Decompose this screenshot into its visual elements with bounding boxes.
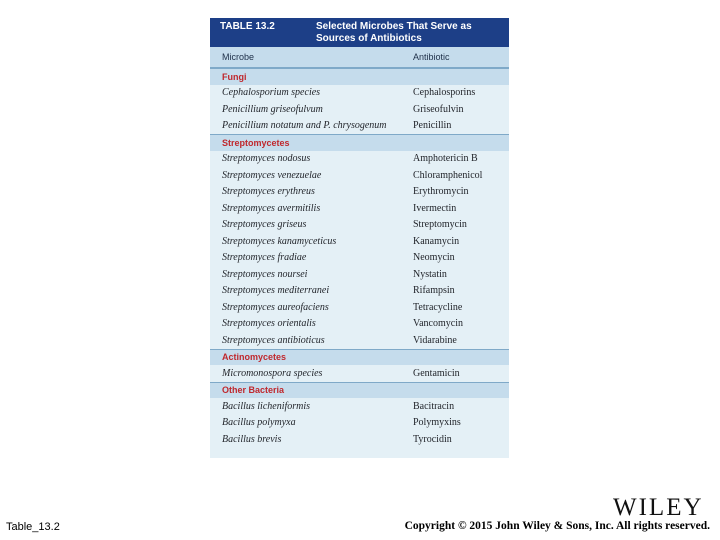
microbe-cell: Bacillus polymyxa	[222, 417, 296, 429]
antibiotic-cell: Vancomycin	[413, 318, 463, 330]
table-row	[210, 365, 509, 382]
microbe-cell: Penicillium notatum and P. chrysogenum	[222, 120, 387, 132]
category-row: Actinomycetes	[210, 349, 509, 366]
microbe-cell: Streptomyces erythreus	[222, 186, 315, 198]
table-row	[210, 85, 509, 102]
table-row	[210, 332, 509, 349]
table-row	[210, 101, 509, 118]
slide-label: Table_13.2	[6, 521, 60, 533]
microbe-cell: Streptomyces noursei	[222, 268, 308, 280]
table-title: Selected Microbes That Serve as Sources of Antibiotics	[316, 21, 472, 44]
copyright-notice: Copyright © 2015 John Wiley & Sons, Inc. All rights reserved.	[404, 520, 710, 532]
antibiotic-cell: Rifampsin	[413, 285, 455, 297]
table-row	[210, 167, 509, 184]
antibiotic-cell: Penicillin	[413, 120, 452, 132]
antibiotic-cell: Ivermectin	[413, 202, 457, 214]
antibiotic-cell: Tyrocidin	[413, 433, 452, 445]
microbe-cell: Streptomyces nodosus	[222, 153, 311, 165]
antibiotic-cell: Vidarabine	[413, 334, 457, 346]
microbe-cell: Bacillus brevis	[222, 433, 282, 445]
microbe-cell: Streptomyces kanamyceticus	[222, 235, 337, 247]
microbe-cell: Penicillium griseofulvum	[222, 103, 323, 115]
microbe-cell: Bacillus licheniformis	[222, 400, 311, 412]
microbe-cell: Streptomyces mediterranei	[222, 285, 330, 297]
table-title-bar	[210, 18, 509, 47]
table-body	[210, 68, 509, 448]
antibiotic-cell: Nystatin	[413, 268, 447, 280]
table-header-row	[210, 47, 509, 68]
table-row	[210, 266, 509, 283]
antibiotic-cell: Bacitracin	[413, 400, 455, 412]
antibiotics-table	[210, 18, 509, 458]
microbe-cell: Streptomyces venezuelae	[222, 169, 322, 181]
table-row	[210, 415, 509, 432]
microbe-cell: Streptomyces avermitilis	[222, 202, 321, 214]
table-number: TABLE 13.2	[220, 21, 275, 32]
table-row	[210, 118, 509, 135]
antibiotic-cell: Neomycin	[413, 252, 455, 264]
table-row	[210, 398, 509, 415]
table-row	[210, 217, 509, 234]
table-row	[210, 151, 509, 168]
table-row	[210, 431, 509, 448]
microbe-cell: Streptomyces antibioticus	[222, 334, 325, 346]
antibiotic-cell: Griseofulvin	[413, 103, 464, 115]
antibiotic-cell: Kanamycin	[413, 235, 460, 247]
microbe-cell: Micromonospora species	[222, 367, 323, 379]
table-row	[210, 283, 509, 300]
antibiotic-cell: Cephalosporins	[413, 87, 476, 99]
category-row: Fungi	[210, 68, 509, 85]
table-row	[210, 184, 509, 201]
microbe-cell: Streptomyces aureofaciens	[222, 301, 329, 313]
microbe-cell: Streptomyces orientalis	[222, 318, 316, 330]
table-row	[210, 200, 509, 217]
antibiotic-cell: Polymyxins	[413, 417, 461, 429]
category-row: Streptomycetes	[210, 134, 509, 151]
table-row	[210, 233, 509, 250]
table-row	[210, 250, 509, 267]
microbe-cell: Streptomyces griseus	[222, 219, 307, 231]
table-row	[210, 299, 509, 316]
antibiotic-cell: Erythromycin	[413, 186, 469, 198]
microbe-cell: Cephalosporium species	[222, 87, 321, 99]
wiley-logo: WILEY	[613, 494, 704, 521]
column-header-antibiotic: Antibiotic	[413, 52, 450, 62]
microbe-cell: Streptomyces fradiae	[222, 252, 307, 264]
table-row	[210, 316, 509, 333]
antibiotic-cell: Chloramphenicol	[413, 169, 483, 181]
column-header-microbe: Microbe	[222, 52, 255, 62]
antibiotic-cell: Amphotericin B	[413, 153, 478, 165]
antibiotic-cell: Gentamicin	[413, 367, 460, 379]
category-row: Other Bacteria	[210, 382, 509, 399]
antibiotic-cell: Tetracycline	[413, 301, 463, 313]
antibiotic-cell: Streptomycin	[413, 219, 467, 231]
